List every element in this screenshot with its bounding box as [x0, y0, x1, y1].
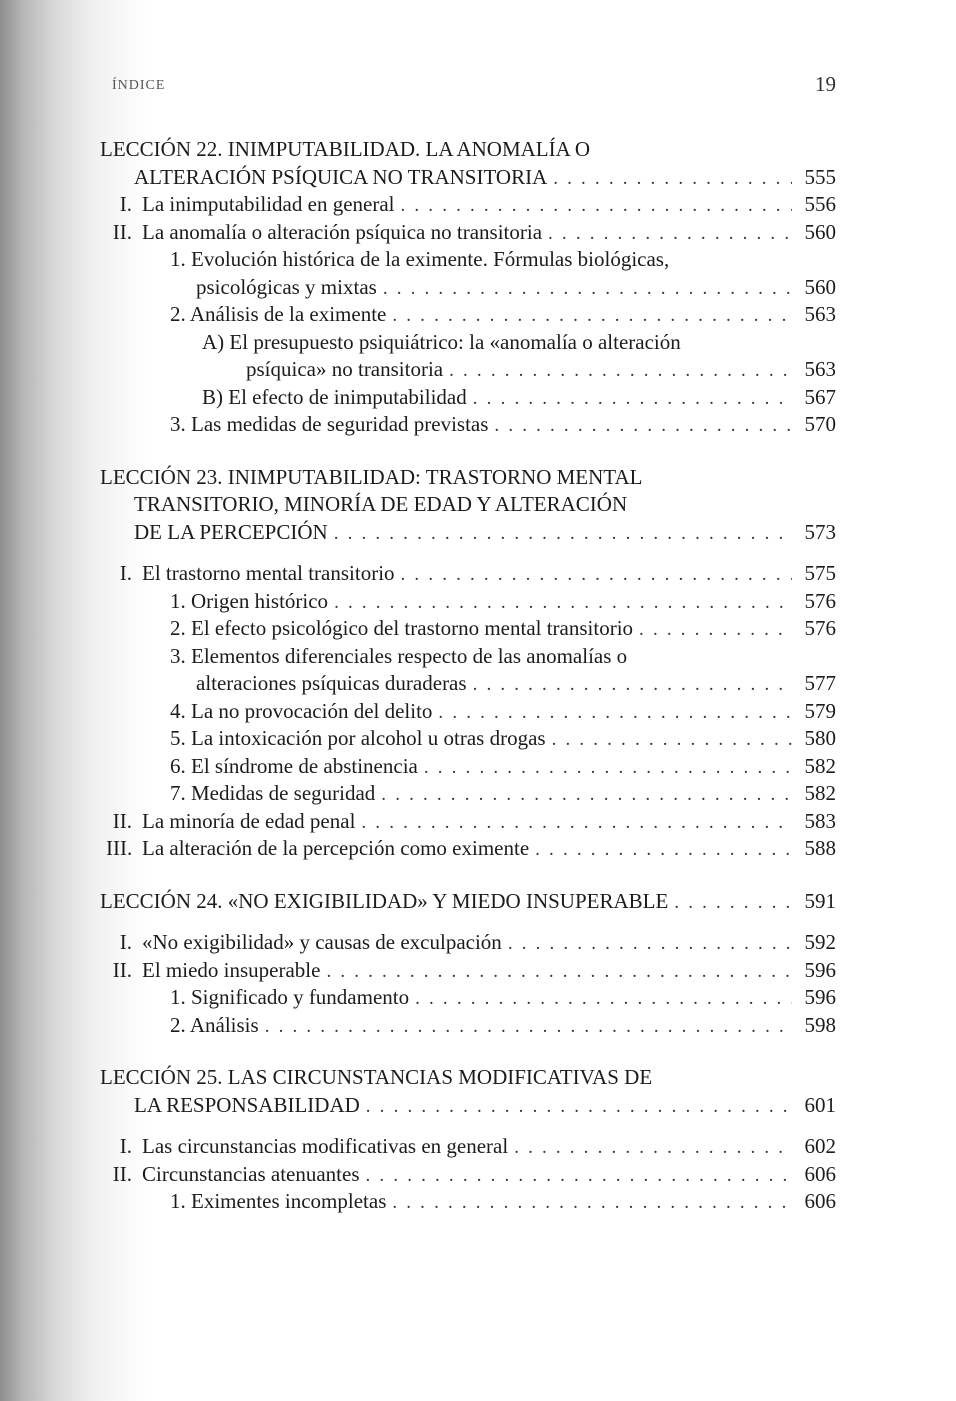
toc-entry: II. La minoría de edad penal . . . 583 — [100, 808, 836, 836]
toc-entry: 1. Significado y fundamento . . . 596 — [100, 984, 836, 1012]
toc-entry: I. El trastorno mental transitorio . . . 575 — [100, 560, 836, 588]
toc-entry: II. La anomalía o alteración psíquica no transitoria . . . 560 — [100, 219, 836, 247]
toc-entry: 3. Las medidas de seguridad previstas . . . 570 — [100, 411, 836, 439]
toc-entry: 1. Origen histórico . . . 576 — [100, 588, 836, 616]
toc-entry: 1. Evolución histórica de la eximente. Fórmulas biológicas, — [170, 247, 670, 271]
page-header — [112, 72, 836, 102]
toc-entry-cont: alteraciones psíquicas duraderas . . . 577 — [100, 670, 836, 698]
toc-entry: 2. Análisis de la eximente . . . 563 — [100, 301, 836, 329]
lesson-22-title-cont: ALTERACIÓN PSÍQUICA NO TRANSITORIA . . . 555 — [100, 164, 836, 192]
toc-entry: B) El efecto de inimputabilidad . . . 567 — [100, 384, 836, 412]
toc-entry: 2. Análisis . . . 598 — [100, 1012, 836, 1040]
lesson-25-title: LECCIÓN 25. LAS CIRCUNSTANCIAS MODIFICATIVAS DE — [100, 1065, 653, 1089]
table-of-contents — [100, 136, 836, 1216]
toc-entry: 6. El síndrome de abstinencia . . . 582 — [100, 753, 836, 781]
toc-entry-cont: psicológicas y mixtas . . . 560 — [100, 274, 836, 302]
toc-entry: 4. La no provocación del delito . . . 579 — [100, 698, 836, 726]
toc-entry: I. La inimputabilidad en general . . . 556 — [100, 191, 836, 219]
toc-entry: 1. Eximentes incompletas . . . 606 — [100, 1188, 836, 1216]
toc-entry: I. «No exigibilidad» y causas de exculpación . . . 592 — [100, 929, 836, 957]
running-title: ÍNDICE — [112, 78, 166, 93]
lesson-23-title-cont: DE LA PERCEPCIÓN . . . 573 — [100, 519, 836, 547]
toc-entry: I. Las circunstancias modificativas en general . . . 602 — [100, 1133, 836, 1161]
lesson-22-title: LECCIÓN 22. INIMPUTABILIDAD. LA ANOMALÍA O — [100, 137, 591, 161]
toc-entry: III. La alteración de la percepción como eximente . . . 588 — [100, 835, 836, 863]
toc-entry: A) El presupuesto psiquiátrico: la «anomalía o alteración — [202, 329, 681, 354]
lesson-23-title: LECCIÓN 23. INIMPUTABILIDAD: TRASTORNO MENTAL — [100, 464, 643, 489]
lesson-25-title-cont: LA RESPONSABILIDAD . . . 601 — [100, 1092, 836, 1120]
toc-entry: 2. El efecto psicológico del trastorno mental transitorio . . . 576 — [100, 615, 836, 643]
toc-entry: II. Circunstancias atenuantes . . . 606 — [100, 1161, 836, 1189]
page-number: 19 — [815, 72, 836, 96]
lesson-23-title-cont: TRANSITORIO, MINORÍA DE EDAD Y ALTERACIÓN — [134, 492, 628, 516]
toc-entry: 3. Elementos diferenciales respecto de las anomalías o — [170, 643, 628, 668]
lesson-24-title: LECCIÓN 24. «NO EXIGIBILIDAD» Y MIEDO INSUPERABLE . . . 591 — [100, 888, 836, 916]
toc-entry: 5. La intoxicación por alcohol u otras drogas . . . 580 — [100, 725, 836, 753]
toc-entry-cont: psíquica» no transitoria . . . 563 — [100, 356, 836, 384]
toc-entry: 7. Medidas de seguridad . . . 582 — [100, 780, 836, 808]
toc-entry: II. El miedo insuperable . . . 596 — [100, 957, 836, 985]
